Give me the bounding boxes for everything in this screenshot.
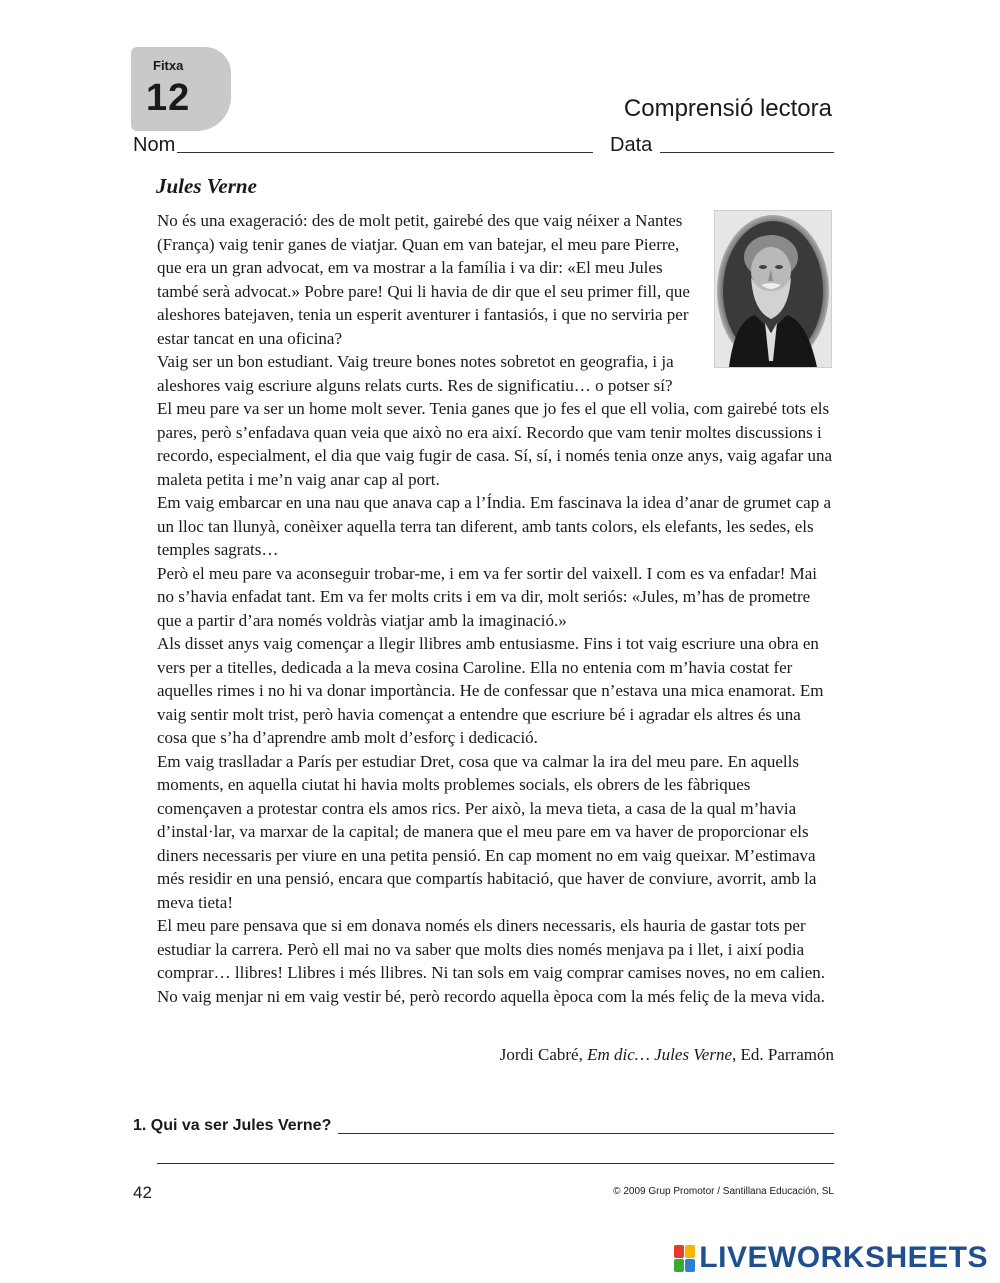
article-title: Jules Verne [156,174,257,198]
name-label: Nom [133,134,176,156]
worksheet-tab-label: Fitxa [153,58,184,73]
answer-line-2[interactable] [157,1163,834,1164]
citation [500,1045,834,1065]
citation-author: Jordi Cabré, [499,1045,588,1064]
date-label: Data [610,134,653,156]
article-body [157,209,835,1008]
page-title: Comprensió lectora [623,95,832,122]
paragraph: Però el meu pare va aconseguir trobar-me, i em va fer sortir del vaixell. I com es va enfadar! Mai no s’havia enfadat tant. Em va fer molts crits i em va dir, molt seriós: «Jules, m’has de prometre que a partir d’ara només voldràs viatjar amb la imaginació.» [157,563,818,630]
badge-cell [674,1245,684,1258]
paragraph: Em vaig embarcar en una nau que anava cap a l’Índia. Em fascinava la idea d’anar de grumet cap a un lloc tan llunyà, conèixer aquella terra tan diferent, amb tants colors, els elefants, les sedes, els temples sagrats… [157,493,831,559]
name-field[interactable] [177,152,593,153]
liveworksheets-logo[interactable] [674,1241,988,1275]
paragraph: El meu pare pensava que si em donava només els diners necessaris, els hauria de gastar tots per estudiar la carrera. Però ell mai no va saber que molts dies només menjava pa i llet, i així podia comprar… llibres! Llibres i més llibres. Ni tan sols em vaig comprar camises noves, no em calien. No vaig menjar ni em vaig vestir bé, però recordo aquella època com la més feliç de la meva vida. [157,916,826,1006]
question-text: Qui va ser Jules Verne? [150,1117,332,1134]
page-number: 42 [133,1183,152,1202]
badge-cell [685,1259,695,1272]
answer-line-1[interactable] [338,1133,834,1134]
badge-cell [685,1245,695,1258]
citation-publisher: , Ed. Parramón [732,1045,834,1064]
paragraph: Als disset anys vaig començar a llegir llibres amb entusiasme. Fins i tot vaig escriure una obra en vers per a titelles, dedicada a la meva cosina Caroline. Ella no entenia com m’havia costat fer aquelles rimes i no hi va donar importància. He de confessar que n’estava una mica enamorat. Em vaig sentir molt trist, però havia començat a entendre que escriure bé i agradar els altres és una cosa que s’ha d’aprendre amb molt d’esforç i dedicació. [157,634,824,747]
copyright: © 2009 Grup Promotor / Santillana Educación, SL [613,1186,834,1197]
liveworksheets-wordmark: LIVEWORKSHEETS [699,1241,988,1274]
paragraph: Vaig ser un bon estudiant. Vaig treure bones notes sobretot en geografia, i ja aleshores vaig escriure alguns relats curts. Res de significatiu… o potser sí? [157,352,674,395]
worksheet-number: 12 [146,77,191,119]
question-number: 1. [133,1117,147,1134]
badge-cell [674,1259,684,1272]
paragraph: El meu pare va ser un home molt sever. Tenia ganes que jo fes el que ell volia, com gairebé tots els pares, però s’enfadava quan veia que això no era així. Recordo que vam tenir moltes discussions i recordo, especialment, el dia que vaig fugir de casa. Sí, sí, i només tenia onze anys, vaig agafar una maleta petita i me’n vaig anar cap al port. [157,399,833,489]
paragraph: Em vaig traslladar a París per estudiar Dret, cosa que va calmar la ira del meu pare. En aquells moments, en aquella ciutat hi havia molts problemes socials, els obrers de les fàbriques començaven a protestar contra els amos rics. Per això, la meva tieta, a casa de la qual m’havia d’instal·lar, va marxar de la capital; de manera que el meu pare em va haver de proporcionar els diners necessaris per viure en una petita pensió. En cap moment no em vaig queixar. M’estimava més residir en una pensió, encara que compartís habitació, que haver de conviure, avorrit, amb la meva tieta! [157,751,817,912]
question-1 [133,1117,331,1135]
liveworksheets-badge-icon [674,1245,695,1272]
portrait-spacer [695,209,835,395]
citation-work: Em dic… Jules Verne [587,1045,733,1064]
paragraph: No és una exageració: des de molt petit, gairebé des que vaig néixer a Nantes (França) vaig tenir ganes de viatjar. Quan em van batejar, el meu pare Pierre, que era un gran advocat, em va mostrar a la família i va dir: «El meu Jules també serà advocat.» Pobre pare! Qui li havia de dir que el seu primer fill, que aleshores batejaven, tenia un esperit aventurer i fantasiós, i que no serviria per estar tancat en una oficina? [157,211,690,348]
date-field[interactable] [660,152,834,153]
